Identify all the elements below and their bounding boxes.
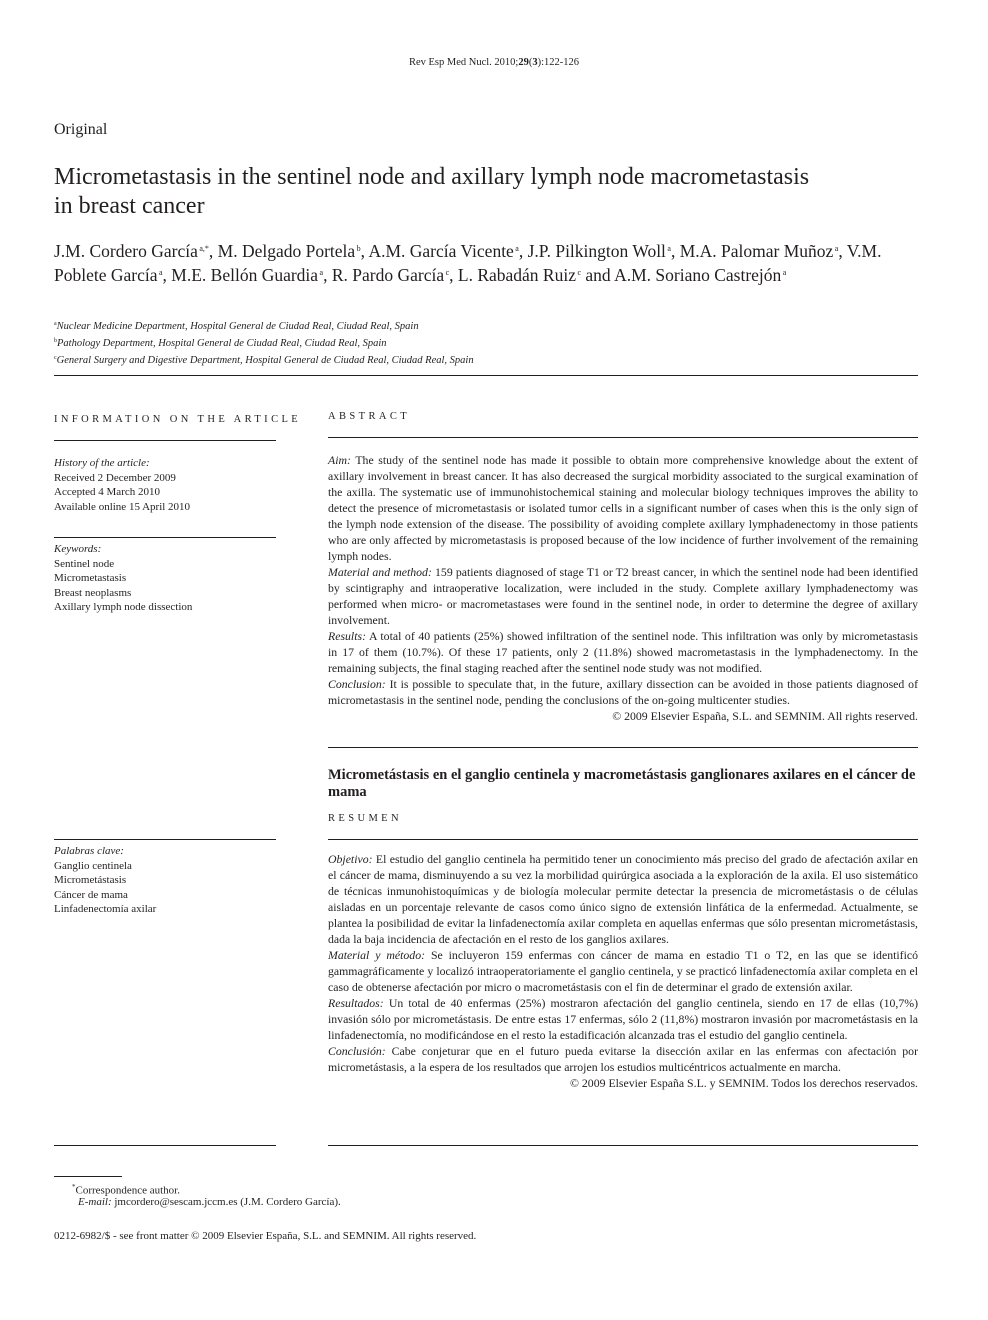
journal-citation: Rev Esp Med Nucl. 2010;29(3):122-126: [408, 57, 580, 68]
resumen-conclusion: Conclusión: Cabe conjeturar que en el futuro pueda evitarse la disección axilar en las enfermas con afectación por micrometástasis, a la espera de los resultados que arrojen los estudios multicéntricos actualmente en marcha.: [328, 1044, 918, 1074]
abstract-aim: Aim: The study of the sentinel node has made it possible to obtain more comprehensive knowledge about the extent of axillary involvement in breast cancer. It has also decreased the surgical morbidity associated to the surgical examination of the axilla. The systematic use of immunohistochemical staining and molecular biology techniques improves the ability to detect the presence of micrometastasis or isolated tumor cells in a significant number of cases when this is the only sign of the lymph node extension of the disease. The possibility of avoiding complete axillary lymphadenectomy in those patients who are only affected by micrometastasis is proposed because of the low incidence of further involvement of the remaining lymph nodes.: [328, 453, 918, 563]
abstract: [328, 452, 918, 724]
keyword: Axillary lymph node dissection: [54, 601, 193, 613]
title-line: in breast cancer: [54, 193, 205, 219]
divider: [328, 437, 918, 438]
keyword: Linfadenectomía axilar: [54, 903, 157, 915]
author: R. Pardo García $^c$: [331, 265, 450, 285]
keyword: Cáncer de mama: [54, 888, 128, 901]
divider: [54, 839, 276, 840]
keyword: Breast neoplasms: [54, 586, 132, 599]
abstract-copyright: © 2009 Elsevier España, S.L. and SEMNIM. All rights reserved.: [612, 709, 918, 723]
author: M.E. Bellón Guardia $^a$: [171, 265, 324, 285]
author: A.M. Soriano Castrejón $^a$: [614, 265, 787, 285]
front-matter: 0212-6982/$ - see front matter © 2009 Elsevier España, S.L. and SEMNIM. All rights reserved.: [54, 1230, 477, 1242]
resumen-resultados: Resultados: Un total de 40 enfermas (25%) mostraron afectación del ganglio centinela, siendo en 17 de ellas (10,7%) invasión sólo por micrometástasis. De entre estas 17 enfermas, sólo 2 (11,8%) mostraron invasión por macrometástasis en la linfadenectomía, no modificándose en el resto la estadificación alcanzada tras el estudio del ganglio centinela.: [328, 996, 918, 1042]
spanish-title: Micrometástasis en el ganglio centinela y macrometástasis ganglionares axilares en el cáncer de mama: [328, 767, 916, 800]
author: V.M. Poblete García $^a$: [54, 241, 882, 285]
resumen-objetivo: Objetivo: El estudio del ganglio centinela ha permitido tener un conocimiento más preciso del grado de afectación axilar en el cáncer de mama, disminuyendo a su vez la morbilidad quirúrgica asociada a la exploración de la axila. El uso sistemático de técnicas inmunohistoquímicas y de biología molecular permite detectar la presencia de micrometástasis o de células aisladas en un porcentaje relevante de casos como único signo de extensión linfática de la enfermedad. Actualmente, se plantea la posibilidad de evitar la linfadenectomía axilar completa en aquellas enfermas que sólo presentan micrometástasis, dada la baja incidencia de afectación en el resto de los ganglios axilares.: [328, 852, 919, 946]
divider: [54, 537, 276, 538]
correspondence-note: *Correspondence author.: [72, 1183, 180, 1197]
resumen-copyright: © 2009 Elsevier España S.L. y SEMNIM. Todos los derechos reservados.: [569, 1076, 918, 1090]
author: M.A. Palomar Muñoz $^a$: [679, 241, 839, 261]
author: A.M. García Vicente $^a$: [368, 241, 519, 261]
divider: [328, 839, 918, 840]
email-link[interactable]: jmcordero@sescam.jccm.es (J.M. Cordero García).: [114, 1196, 341, 1208]
keyword: Micrometástasis: [54, 874, 127, 886]
divider: [54, 1145, 276, 1146]
keywords: Keywords: Sentinel node Micrometastasis Breast neoplasms Axillary lymph node dissection: [54, 542, 276, 615]
divider: [328, 1145, 918, 1146]
title-line: Micrometastasis in the sentinel node and axillary lymph node macrometastasis: [54, 164, 810, 190]
keyword: Sentinel node: [54, 557, 115, 570]
author: J.P. Pilkington Woll $^a$: [527, 241, 671, 261]
section-label: Original: [54, 121, 108, 138]
abstract-method: Material and method: 159 patients diagnosed of stage T1 or T2 breast cancer, in which the sentinel node had been identified by scintigraphy and intraoperative localization, were included in the study. Complete axillary lymphadenectomy was performed when micro- or macrometastases were found in the sentinel node, in order to determine the degree of axillary involvement.: [328, 565, 918, 627]
affiliation: $^a$Nuclear Medicine Department, Hospital General de Ciudad Real, Ciudad Real, Spain: [54, 321, 419, 332]
affiliation: $^c$General Surgery and Digestive Department, Hospital General de Ciudad Real, Ciudad Real, Spain: [54, 355, 474, 366]
author-list: J.M. Cordero García $^{a,*}$, M. Delgado Portela $^b$, A.M. García Vicente $^a$, J.P. Pilkington Woll $^a$, M.A. Palomar Muñoz $^a$, V.M. Poblete García $^a$, M.E. Bellón Guardia $^a$, R. Pardo García $^c$, L. Rabadán Ruiz $^c$ and A.M. Soriano Castrejón $^a$: [54, 241, 882, 285]
keyword: Ganglio centinela: [54, 859, 132, 872]
author: M. Delgado Portela $^b$: [217, 241, 361, 261]
header-divider: [54, 375, 918, 376]
article-history: History of the article: Received 2 December 2009 Accepted 4 March 2010 Available online 15 April 2010: [54, 457, 191, 513]
article-title: [54, 163, 934, 221]
divider: [54, 440, 276, 441]
footnote-rule: [54, 1176, 122, 1177]
divider: [328, 747, 918, 748]
palabras-clave: Palabras clave: Ganglio centinela Micrometástasis Cáncer de mama Linfadenectomía axilar: [54, 844, 276, 917]
author: L. Rabadán Ruiz $^c$: [457, 265, 582, 285]
info-heading: INFORMATION ON THE ARTICLE: [54, 414, 302, 425]
abstract-heading: ABSTRACT: [328, 411, 411, 422]
resumen-heading: RESUMEN: [328, 813, 402, 824]
keyword: Micrometastasis: [54, 572, 127, 584]
abstract-conclusion: Conclusion: It is possible to speculate that, in the future, axillary dissection can be avoided in those patients diagnosed of micrometastasis in the sentinel node, pending the conclusions of the on-going multicenter studies.: [328, 677, 918, 707]
resumen-metodo: Material y método: Se incluyeron 159 enfermas con cáncer de mama en estadio T1 o T2, en las que se identificó gammagráficamente y localizó intraoperatoriamente el ganglio centinela, y se practicó linfadenectomía axilar completa en el caso de obtenerse afectación por micro o macrometástasis con el fin de determinar el grado de extensión axilar.: [328, 948, 918, 994]
email-note: E-mail: jmcordero@sescam.jccm.es (J.M. Cordero García).: [78, 1196, 341, 1208]
resumen: [328, 851, 918, 1091]
author: J.M. Cordero García $^{a,*}$: [54, 241, 209, 261]
affiliations: [54, 317, 934, 368]
affiliation: $^b$Pathology Department, Hospital General de Ciudad Real, Ciudad Real, Spain: [54, 338, 387, 349]
abstract-results: Results: A total of 40 patients (25%) showed infiltration of the sentinel node. This infiltration was only by micrometastasis in 17 of them (10.7%). Of these 17 patients, only 2 (11.8%) showed macrometastasis in the lymphadenectomy. In the remaining subjects, the final staging reached after the sentinel node study was not modified.: [328, 629, 918, 675]
